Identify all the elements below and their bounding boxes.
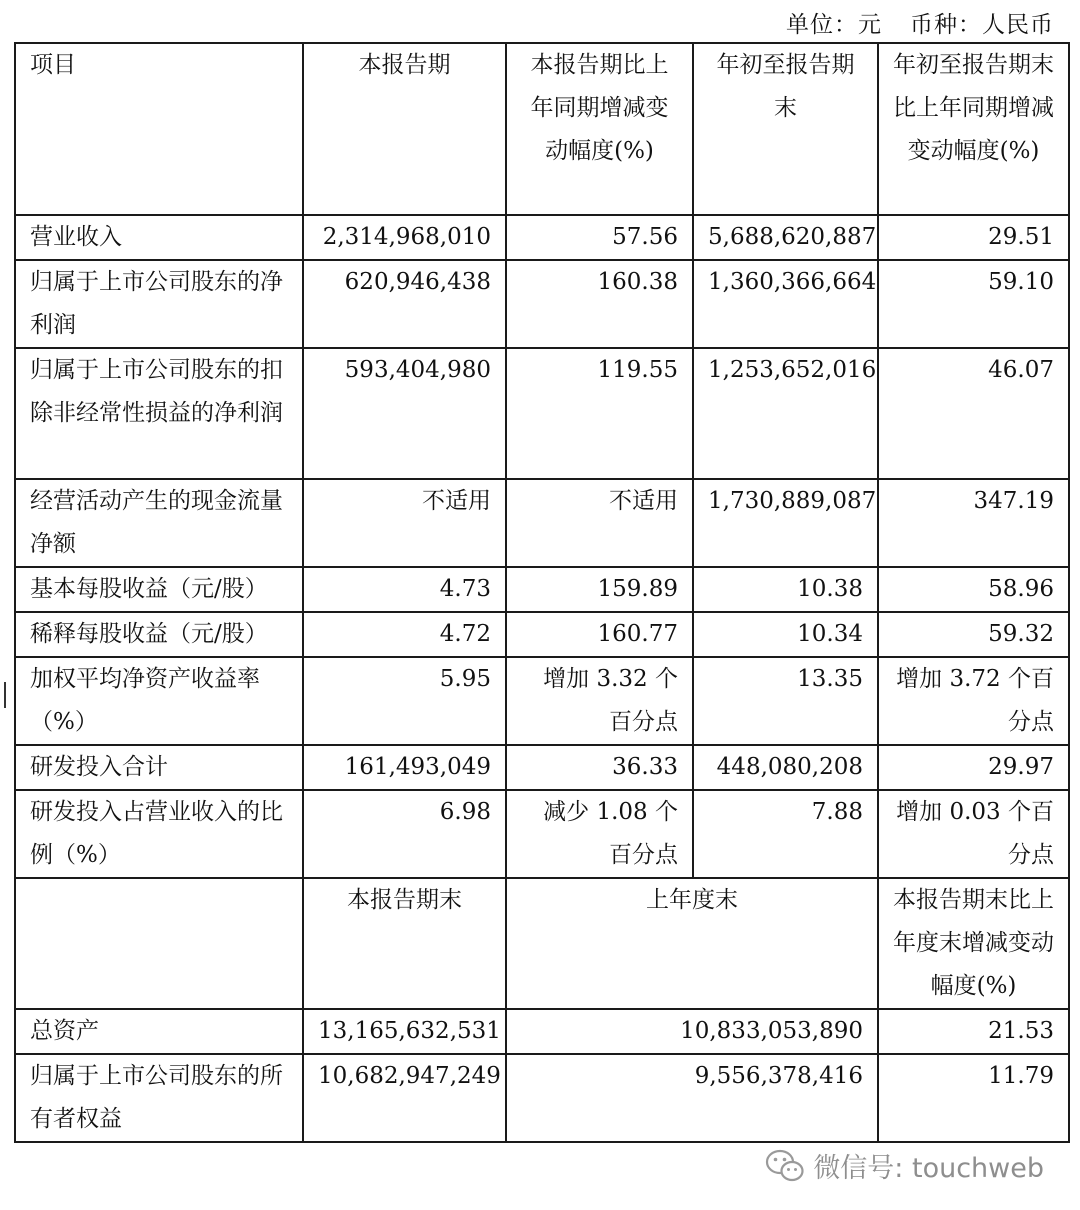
table-row <box>15 657 1069 745</box>
watermark <box>765 1146 1044 1185</box>
cell-ytd-yoy: 增加 0.03 个百分点 <box>878 790 1069 878</box>
cell-current: 593,404,980 <box>303 348 506 479</box>
cell-current-yoy: 57.56 <box>506 215 693 260</box>
header-current-period: 本报告期 <box>303 43 506 215</box>
cell-ytd-yoy: 29.51 <box>878 215 1069 260</box>
cell-current: 不适用 <box>303 479 506 567</box>
header-item: 项目 <box>15 43 303 215</box>
cell-current-yoy: 36.33 <box>506 745 693 790</box>
cell-change: 21.53 <box>878 1009 1069 1054</box>
table-row <box>15 612 1069 657</box>
row-label: 总资产 <box>15 1009 303 1054</box>
cell-ytd: 7.88 <box>693 790 878 878</box>
cell-current: 4.73 <box>303 567 506 612</box>
cell-current: 6.98 <box>303 790 506 878</box>
cell-ytd: 10.34 <box>693 612 878 657</box>
cell-current-yoy: 160.38 <box>506 260 693 348</box>
row-label: 稀释每股收益（元/股） <box>15 612 303 657</box>
subheader-item <box>15 878 303 1009</box>
row-label: 归属于上市公司股东的扣除非经常性损益的净利润 <box>15 348 303 479</box>
subheader-period-end: 本报告期末 <box>303 878 506 1009</box>
cell-ytd: 5,688,620,887 <box>693 215 878 260</box>
cell-ytd-yoy: 59.32 <box>878 612 1069 657</box>
table-header-row <box>15 43 1069 215</box>
table-row <box>15 479 1069 567</box>
cell-prior-year-end: 10,833,053,890 <box>506 1009 878 1054</box>
watermark-text: 微信号: touchweb <box>813 1153 1044 1184</box>
unit-label: 单位：元 <box>786 12 882 38</box>
cell-ytd-yoy: 46.07 <box>878 348 1069 479</box>
cell-ytd: 1,253,652,016 <box>693 348 878 479</box>
wechat-icon <box>765 1148 805 1184</box>
cell-ytd-yoy: 29.97 <box>878 745 1069 790</box>
cell-current-yoy: 增加 3.32 个百分点 <box>506 657 693 745</box>
cell-ytd: 13.35 <box>693 657 878 745</box>
cell-ytd-yoy: 58.96 <box>878 567 1069 612</box>
cell-current-yoy: 不适用 <box>506 479 693 567</box>
cell-ytd: 1,360,366,664 <box>693 260 878 348</box>
cell-ytd-yoy: 增加 3.72 个百分点 <box>878 657 1069 745</box>
row-label: 经营活动产生的现金流量净额 <box>15 479 303 567</box>
subheader-change: 本报告期末比上年度末增减变动幅度(%) <box>878 878 1069 1009</box>
table-row <box>15 1054 1069 1142</box>
unit-line <box>786 6 1054 39</box>
table-row <box>15 215 1069 260</box>
cell-current-yoy: 119.55 <box>506 348 693 479</box>
cell-change: 11.79 <box>878 1054 1069 1142</box>
table-row <box>15 260 1069 348</box>
cell-current: 620,946,438 <box>303 260 506 348</box>
row-label: 研发投入占营业收入的比例（%） <box>15 790 303 878</box>
margin-mark <box>4 682 6 708</box>
cell-ytd: 448,080,208 <box>693 745 878 790</box>
table-row <box>15 1009 1069 1054</box>
currency-label: 币种：人民币 <box>910 12 1054 38</box>
cell-ytd-yoy: 347.19 <box>878 479 1069 567</box>
cell-current: 2,314,968,010 <box>303 215 506 260</box>
row-label: 加权平均净资产收益率（%） <box>15 657 303 745</box>
cell-prior-year-end: 9,556,378,416 <box>506 1054 878 1142</box>
cell-current: 5.95 <box>303 657 506 745</box>
row-label: 营业收入 <box>15 215 303 260</box>
cell-period-end: 10,682,947,249 <box>303 1054 506 1142</box>
row-label: 归属于上市公司股东的所有者权益 <box>15 1054 303 1142</box>
table-row <box>15 567 1069 612</box>
header-ytd-yoy: 年初至报告期末比上年同期增减变动幅度(%) <box>878 43 1069 215</box>
cell-ytd: 10.38 <box>693 567 878 612</box>
cell-current-yoy: 159.89 <box>506 567 693 612</box>
table-subheader-row <box>15 878 1069 1009</box>
cell-current-yoy: 160.77 <box>506 612 693 657</box>
table-row <box>15 745 1069 790</box>
header-ytd: 年初至报告期末 <box>693 43 878 215</box>
cell-ytd-yoy: 59.10 <box>878 260 1069 348</box>
financial-summary-table <box>14 42 1070 1143</box>
subheader-prior-year-end: 上年度末 <box>506 878 878 1009</box>
cell-current: 4.72 <box>303 612 506 657</box>
table-row <box>15 790 1069 878</box>
cell-period-end: 13,165,632,531 <box>303 1009 506 1054</box>
header-current-yoy: 本报告期比上年同期增减变动幅度(%) <box>506 43 693 215</box>
table-row <box>15 348 1069 479</box>
cell-current: 161,493,049 <box>303 745 506 790</box>
row-label: 基本每股收益（元/股） <box>15 567 303 612</box>
cell-ytd: 1,730,889,087 <box>693 479 878 567</box>
row-label: 研发投入合计 <box>15 745 303 790</box>
cell-current-yoy: 减少 1.08 个百分点 <box>506 790 693 878</box>
row-label: 归属于上市公司股东的净利润 <box>15 260 303 348</box>
